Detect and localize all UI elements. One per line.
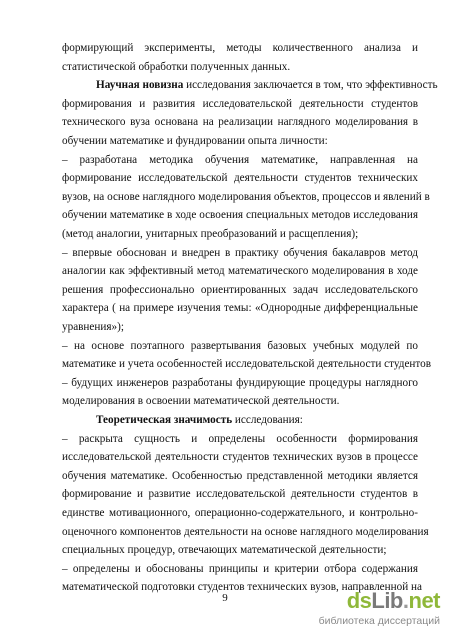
line-text: статистической обработки полученных данных. — [62, 60, 291, 73]
bold-heading: Теоретическая значимость — [96, 414, 233, 426]
line-text: исследования заключается в том, что эффективность — [183, 79, 438, 92]
page-number: 9 — [222, 592, 228, 604]
line-text: оценочного компонентов деятельности на основе наглядного моделирования — [62, 525, 429, 538]
text-line — [62, 302, 418, 315]
text-line — [62, 525, 429, 539]
text-line — [96, 414, 418, 427]
text-line — [62, 488, 418, 501]
line-text: технического вуза основана на реализации наглядного моделирования в — [62, 116, 418, 129]
text-line — [62, 544, 418, 557]
line-text: обучении математике и фундировании опыта личности: — [62, 135, 328, 147]
line-text: – на основе поэтапного развертывания базовых учебных модулей по — [62, 339, 418, 352]
text-line — [62, 42, 418, 55]
text-line — [62, 172, 418, 185]
line-text: математике и учета особенностей исследовательской деятельности студентов — [62, 358, 432, 371]
text-line — [62, 358, 432, 371]
dslib-logo: dsLib.net — [346, 588, 440, 613]
text-line — [62, 433, 418, 446]
text-line — [62, 209, 418, 222]
text-line — [62, 395, 418, 408]
line-text: решения профессионально ориентированных задач исследовательского — [62, 283, 418, 296]
line-text: исследовательской деятельности студентов технических вузов в процессе — [62, 451, 418, 464]
line-text: формирования и развития исследовательской деятельности студентов — [62, 97, 418, 110]
text-line — [62, 451, 418, 464]
line-text: моделирования в освоении математической деятельности. — [62, 395, 340, 408]
text-line — [62, 563, 418, 576]
line-text: аналогии как эффективный метод математического моделирования в ходе — [62, 265, 418, 278]
text-line — [62, 190, 430, 204]
watermark-logo[interactable] — [318, 588, 440, 632]
line-text: специальных процедур, отвечающих математической деятельности; — [62, 544, 387, 557]
text-line — [62, 228, 418, 241]
line-text: характера ( на примере изучения темы: «Однородные дифференциальные — [62, 302, 418, 315]
line-text: – разработана методика обучения математике, направленная на — [62, 153, 418, 166]
watermark-subtitle: библиотека диссертаций — [318, 615, 440, 627]
line-text: уравнения»); — [62, 321, 124, 333]
text-line — [62, 116, 418, 129]
line-text: (метод аналогии, унитарных преобразований и расщепления); — [62, 228, 359, 240]
text-line — [62, 284, 418, 297]
text-line — [96, 79, 438, 92]
text-line — [62, 321, 418, 334]
text-line — [62, 98, 418, 111]
line-text: формирование и развитие исследовательской деятельности студентов в — [62, 488, 418, 501]
line-text: – будущих инженеров разработаны фундирующие процедуры наглядного — [62, 376, 418, 389]
line-text: обучении математике в ходе освоения специальных методов исследования — [62, 209, 418, 222]
text-line — [62, 340, 418, 353]
line-text: математической подготовки студентов технических вузов, направленной на — [62, 581, 422, 594]
text-line — [62, 154, 418, 167]
line-text: обучения математике. Особенностью представленной методики является — [62, 469, 418, 482]
text-line — [62, 135, 418, 148]
text-line — [62, 377, 418, 390]
line-text: исследования: — [232, 414, 303, 426]
line-text: вузов, на основе наглядного моделирования объектов, процессов и явлений в — [62, 190, 430, 203]
text-line — [62, 247, 418, 260]
text-line — [62, 265, 418, 278]
line-text: – определены и обоснованы принципы и критерии отбора содержания — [62, 562, 418, 575]
line-text: – впервые обоснован и внедрен в практику обучения бакалавров метод — [62, 246, 418, 259]
text-line — [62, 507, 418, 520]
line-text: формирующий эксперименты, методы количественного анализа и — [62, 42, 418, 54]
bold-heading: Научная новизна — [96, 79, 184, 92]
text-line — [62, 470, 418, 483]
text-line — [62, 61, 418, 74]
line-text: единстве мотивационного, операционно-содержательного, и контрольно- — [62, 507, 418, 519]
line-text: формирование исследовательской деятельности студентов технических — [62, 172, 418, 185]
line-text: – раскрыта сущность и определены особенности формирования — [62, 432, 418, 445]
